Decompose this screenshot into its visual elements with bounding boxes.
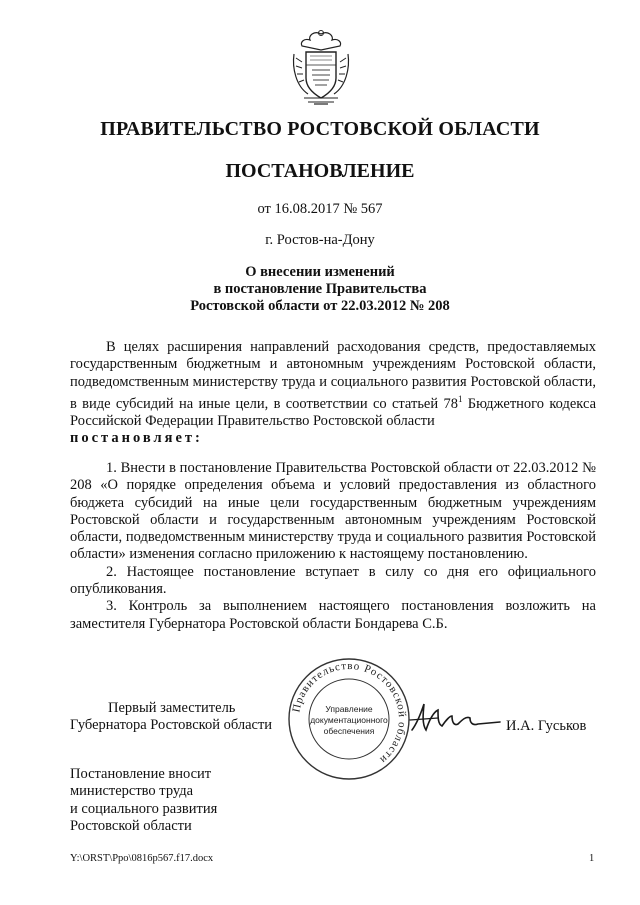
article-superscript: 1 [457,393,463,404]
subject-line: в постановление Правительства [213,281,427,297]
note-line: Ростовской области [70,817,192,834]
position-line: Губернатора Ростовской области [70,717,273,734]
note-line: Постановление вносит [70,766,212,782]
decree-item: 3. Контроль за выполнением настоящего постановления возложить на заместителя Губернатора Ростовской области Бондарева С.Б. [70,598,596,632]
note-line: и социального развития [70,800,218,817]
preamble-text: В целях расширения направлений расходования средств, предоставляемых государственным бюджетным и автономным учреждениям Ростовской области, подведомственным министерству труда и социального развития Ростовской области, в виде субсидий на иные цели, в соответствии со статьей 78 [70,339,596,412]
signer-position [70,700,272,735]
subject-line: О внесении изменений [245,264,395,280]
official-stamp [286,656,412,782]
handwritten-signature [408,700,504,736]
preamble-text-after: Бюджетного кодекса Российской Федерации Правительство Ростовской области [70,395,596,430]
stamp-center-line: документационного [310,715,388,725]
stamp-ring-text: Правительство Ростовской области [290,659,409,767]
position-line: Первый заместитель [108,700,236,716]
preamble-paragraph [70,339,596,448]
document-date-number: от 16.08.2017 № 567 [257,201,383,217]
subject-line: Ростовской области от 22.03.2012 № 208 [190,298,450,314]
document-subject [0,264,640,315]
stamp-center-line: Управление [325,704,373,714]
note-line: министерство труда [70,783,194,800]
document-city: г. Ростов-на-Дону [265,232,375,248]
footer-file-path: Y:\ORST\Ppo\0816p567.f17.docx [70,853,214,864]
decree-item: 2. Настоящее постановление вступает в силу со дня его официального опубликования. [70,563,596,598]
stamp-center-line: обеспечения [323,726,375,736]
signer-name: И.А. Гуськов [506,718,587,734]
government-title: ПРАВИТЕЛЬСТВО РОСТОВСКОЙ ОБЛАСТИ [100,118,540,140]
submission-note [70,766,217,835]
coat-of-arms-emblem [288,28,354,108]
decree-item: 1. Внести в постановление Правительства Ростовской области от 22.03.2012 № 208 «О порядке определения объема и условий предоставления из областного бюджета субсидий на иные цели государственным бюджетным учреждениям Ростовской области и государственным автономным учреждениям Ростовской области, подведомственным министерству труда и социального развития Ростовской области» изменения согласно приложению к настоящему постановлению. [70,460,596,563]
footer-page-number: 1 [589,853,595,864]
decree-word: постановляет: [70,430,203,447]
decree-items [70,460,596,633]
document-type: ПОСТАНОВЛЕНИЕ [225,160,415,182]
